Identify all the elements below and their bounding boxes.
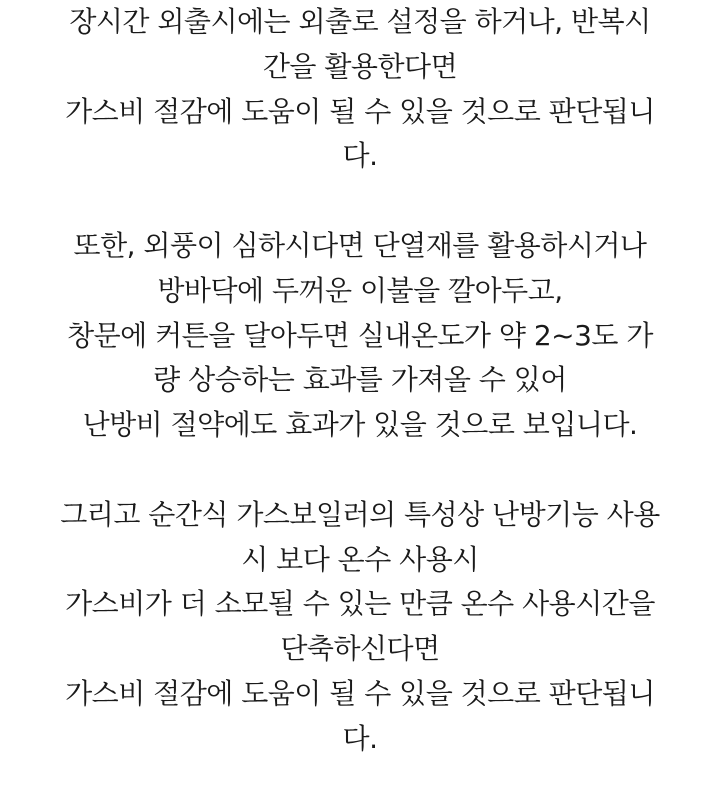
paragraph-spacer [0, 179, 720, 224]
text-line: 가스비 절감에 도움이 될 수 있을 것으로 판단됩니 [65, 94, 655, 128]
text-line: 난방비 절약에도 효과가 있을 것으로 보입니다. [82, 408, 638, 442]
text-line: 다. [342, 721, 378, 755]
text-line: 방바닥에 두꺼운 이불을 깔아두고, [157, 273, 563, 307]
text-line: 가스비 절감에 도움이 될 수 있을 것으로 판단됩니 [65, 676, 655, 710]
text-line: 창문에 커튼을 달아두면 실내온도가 약 2~3도 가 [67, 318, 653, 352]
paragraph-insulation [0, 224, 720, 448]
text-line: 간을 활용한다면 [262, 49, 458, 83]
paragraph-spacer [0, 448, 720, 493]
text-line: 그리고 순간식 가스보일러의 특성상 난방기능 사용 [60, 497, 660, 531]
text-line: 또한, 외풍이 심하시다면 단열재를 활용하시거나 [73, 228, 647, 262]
paragraph-outing-mode [0, 0, 720, 179]
text-line: 량 상승하는 효과를 가져올 수 있어 [153, 363, 567, 397]
text-line: 다. [342, 139, 378, 173]
text-line: 단축하신다면 [280, 632, 440, 666]
text-line: 장시간 외출시에는 외출로 설정을 하거나, 반복시 [69, 5, 651, 38]
text-line: 가스비가 더 소모될 수 있는 만큼 온수 사용시간을 [65, 587, 655, 621]
paragraph-hot-water [0, 493, 720, 762]
text-line: 시 보다 온수 사용시 [241, 542, 479, 576]
